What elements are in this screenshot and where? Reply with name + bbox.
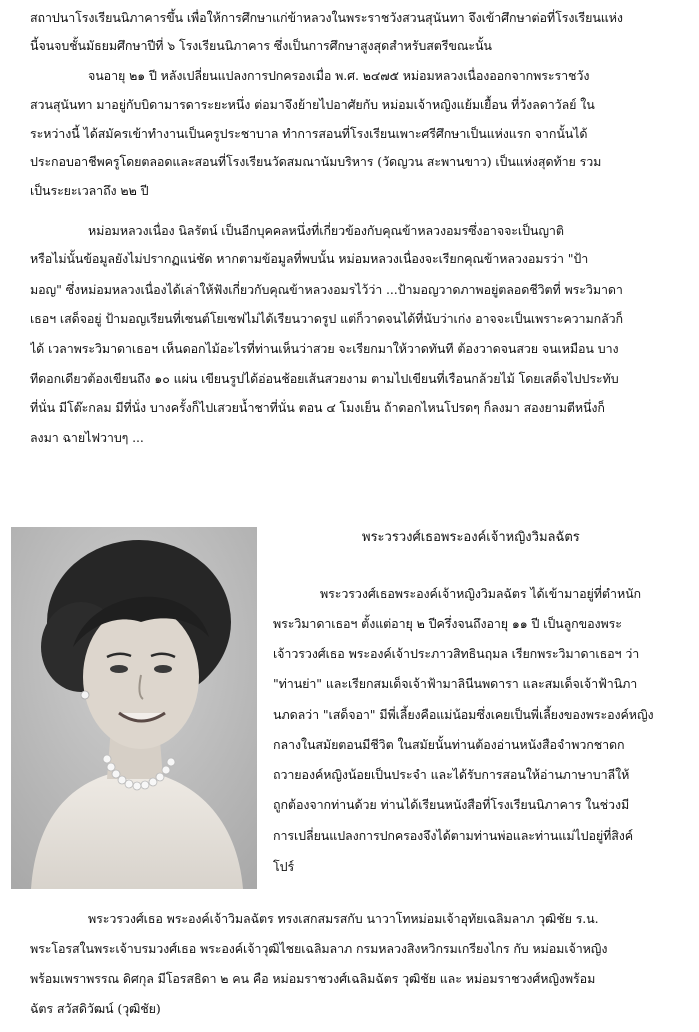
text-line: กลางในสมัยตอนมีชีวิต ในสมัยนั้นท่านต้องอ่านหนังสือจำพวกชาดก <box>273 737 625 752</box>
text-line: นภดลว่า "เสด็จอา" มีพี่เลี้ยงคือแม่น้อมซึ่งเคยเป็นพี่เลี้ยงของพระองค์หญิง <box>273 707 654 722</box>
text-line: พร้อมเพราพรรณ ดิศกุล มีโอรสธิดา ๒ คน คือ หม่อมราชวงศ์เฉลิมฉัตร วุฒิชัย และ หม่อมราชวงศ์หญิงพร้อม <box>30 971 596 986</box>
text-line: ประกอบอาชีพครูโดยตลอดและสอนที่โรงเรียนวัดสมณานัมบริหาร (วัดญวน สะพานขาว) เป็นแห่งสุดท้าย รวม <box>30 154 602 169</box>
text-line: ได้ เวลาพระวิมาดาเธอฯ เห็นดอกไม้อะไรที่ท่านเห็นว่าสวย จะเรียกมาให้วาดทันที ต้องวาดจนสวย จนเหมือน บาง <box>30 341 619 356</box>
text-line: สวนสุนันทา มาอยู่กับบิดามารดาระยะหนึ่ง ต่อมาจึงย้ายไปอาศัยกับ หม่อมเจ้าหญิงแย้มเยื้อน ที่วังลดาวัลย์ ใน <box>30 97 595 112</box>
text-line: พระวิมาดาเธอฯ ตั้งแต่อายุ ๒ ปีครึ่งจนถึงอายุ ๑๑ ปี เป็นลูกของพระ <box>273 616 622 631</box>
portrait-photo-image <box>11 527 257 889</box>
portrait-photo <box>11 527 257 889</box>
text-line: มอญ" ซึ่งหม่อมหลวงเนื่องได้เล่าให้ฟังเกี่ยวกับคุณข้าหลวงอมรไว้ว่า ...ป้ามอญวาดภาพอยู่ตลอดชีวิตที่ พระวิมาดา <box>30 282 623 297</box>
text-line: เธอฯ เสด็จอยู่ ป้ามอญเรียนที่เซนต์โยเซฟไม่ได้เรียนวาดรูป แต่ก็วาดจนได้ที่นับว่าเก่ง อาจจะเป็นเพราะความกลัวก็ <box>30 311 624 326</box>
text-line: หรือไม่นั้นข้อมูลยังไม่ปรากฏแน่ชัด หากตามข้อมูลที่พบนั้น หม่อมหลวงเนื่องจะเรียกคุณข้าหลวงอมรว่า "ป้า <box>30 251 589 266</box>
text-line: ฉัตร สวัสดิวัฒน์ (วุฒิชัย) <box>30 1001 161 1016</box>
section-title: พระวรวงศ์เธอพระองค์เจ้าหญิงวิมลฉัตร <box>362 530 580 545</box>
text-line: สถาปนาโรงเรียนนิภาคารขึ้น เพื่อให้การศึกษาแก่ข้าหลวงในพระราชวังสวนสุนันทา จึงเข้าศึกษาต่อที่โรงเรียนแห่ง <box>30 10 623 25</box>
text-line: การเปลี่ยนแปลงการปกครองจึงได้ตามท่านพ่อและท่านแม่ไปอยู่ที่สิงค์ <box>273 828 634 843</box>
text-line: ถูกต้องจากท่านด้วย ท่านได้เรียนหนังสือที่โรงเรียนนิภาคาร ในช่วงมี <box>273 797 630 812</box>
text-line: พระวรวงศ์เธอพระองค์เจ้าหญิงวิมลฉัตร ได้เข้ามาอยู่ที่ตำหนัก <box>320 586 642 601</box>
text-line: จนอายุ ๒๑ ปี หลังเปลี่ยนแปลงการปกครองเมื่อ พ.ศ. ๒๔๗๕ หม่อมหลวงเนื่องออกจากพระราชวัง <box>88 68 590 83</box>
text-line: พระโอรสในพระเจ้าบรมวงศ์เธอ พระองค์เจ้าวุฒิไชยเฉลิมลาภ กรมหลวงสิงหวิกรมเกรียงไกร กับ หม่อมเจ้าหญิง <box>30 941 608 956</box>
text-line: เป็นระยะเวลาถึง ๒๒ ปี <box>30 183 149 198</box>
text-line: ลงมา ฉายไฟวาบๆ ... <box>30 430 144 445</box>
text-line: ทีดอกเดียวต้องเขียนถึง ๑๐ แผ่น เขียนรูปได้อ่อนช้อยเส้นสวยงาม ตามไปเขียนที่เรือนกล้วยไม้ โดยเสด็จไปประทับ <box>30 371 619 386</box>
text-line: นี้จนจบชั้นมัธยมศึกษาปีที่ ๖ โรงเรียนนิภาคาร ซึ่งเป็นการศึกษาสูงสุดสำหรับสตรีขณะนั้น <box>30 38 492 53</box>
text-line: ที่นั่น มีโต๊ะกลม มีที่นั่ง บางครั้งก็ไปเสวยน้ำชาที่นั่น ตอน ๔ โมงเย็น ถ้าดอกไหนโปรดๆ ก็ลงมา สองยามตีหนึ่งก็ <box>30 400 605 415</box>
text-line: หม่อมหลวงเนื่อง นิลรัตน์ เป็นอีกบุคคลหนึ่งที่เกี่ยวข้องกับคุณข้าหลวงอมรซึ่งอาจจะเป็นญาติ <box>88 223 564 238</box>
text-line: ระหว่างนี้ ได้สมัครเข้าทำงานเป็นครูประชาบาล ทำการสอนที่โรงเรียนเพาะศรีศึกษาเป็นแห่งแรก จากนั้นได้ <box>30 126 588 141</box>
text-line: เจ้าวรวงศ์เธอ พระองค์เจ้าประภาวสิทธินฤมล เรียกพระวิมาดาเธอฯ ว่า <box>273 646 640 661</box>
text-line: พระวรวงศ์เธอ พระองค์เจ้าวิมลฉัตร ทรงเสกสมรสกับ นาวาโทหม่อมเจ้าอุทัยเฉลิมลาภ วุฒิชัย ร.น. <box>88 911 599 926</box>
text-line: "ท่านย่า" และเรียกสมเด็จเจ้าฟ้ามาลินีนพดารา และสมเด็จเจ้าฟ้านิภา <box>273 676 638 691</box>
text-line: โปร์ <box>273 859 295 874</box>
text-line: ถวายองค์หญิงน้อยเป็นประจำ และได้รับการสอนให้อ่านภาษาบาลีให้ <box>273 767 630 782</box>
